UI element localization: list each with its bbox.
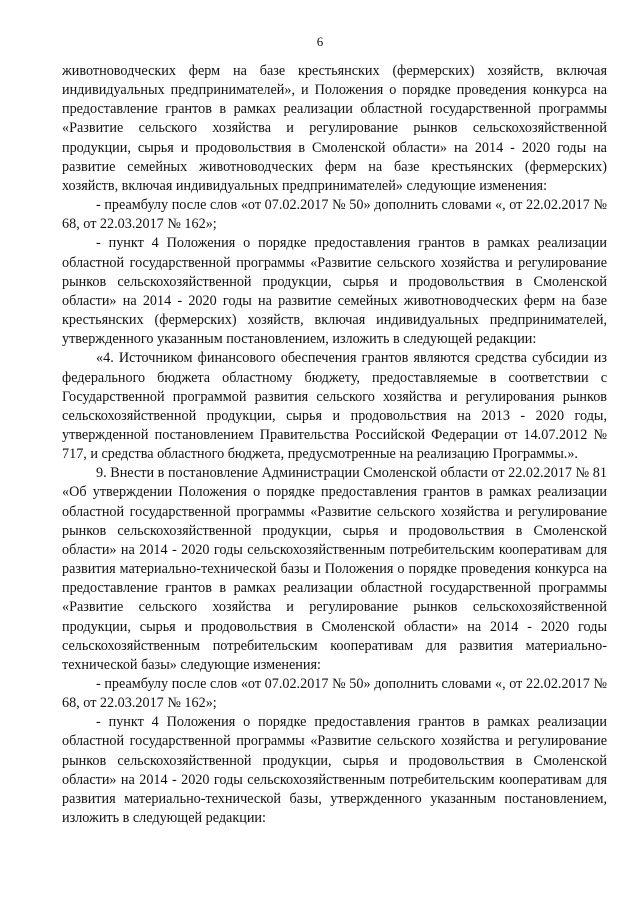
document-body xyxy=(62,62,607,828)
page-number: 6 xyxy=(316,34,324,49)
paragraph-item4-text: «4. Источником финансового обеспечения грантов являются средства субсидии из федерального бюджета областному бюджету, предоставляемые в соответствии с Государственной программой развития сельского хозяйства и регулирования рынков сельскохозяйственной продукции, сырья и продовольствия на 2013 - 2020 годы, утвержденной постановлением Правительства Российской Федерации от 14.07.2012 № 717, и средства областного бюджета, предусмотренные на реализацию Программы.». xyxy=(62,350,607,463)
paragraph-section-9: 9. Внести в постановление Администрации Смоленской области от 22.02.2017 № 81 «Об утверждении Положения о порядке предоставления грантов в рамках реализации областной государственной программы «Развитие сельского хозяйства и регулирование рынков сельскохозяйственной продукции, сырья и продовольствия в Смоленской области» на 2014 - 2020 годы сельскохозяйственным потребительским кооперативам для развития материально-технической базы и Положения о порядке проведения конкурса на предоставление грантов в рамках реализации областной государственной программы «Развитие сельского хозяйства и регулирование рынков сельскохозяйственной продукции, сырья и продовольствия в Смоленской области» на 2014 - 2020 годы сельскохозяйственным потребительским кооперативам для развития материально-технической базы» следующие изменения: xyxy=(62,465,607,673)
paragraph-item4-amendment-2: - пункт 4 Положения о порядке предоставления грантов в рамках реализации областной государственной программы «Развитие сельского хозяйства и регулирование рынков сельскохозяйственной продукции, сырья и продовольствия в Смоленской области» на 2014 - 2020 годы сельскохозяйственным потребительским кооперативам для развития материально-технической базы, утвержденного указанным постановлением, изложить в следующей редакции: xyxy=(62,714,607,827)
paragraph-item4-amendment: - пункт 4 Положения о порядке предоставления грантов в рамках реализации областной государственной программы «Развитие сельского хозяйства и регулирование рынков сельскохозяйственной продукции, сырья и продовольствия в Смоленской области» на 2014 - 2020 годы на развитие семейных животноводческих ферм на базе крестьянских (фермерских) хозяйств, включая индивидуальных предпринимателей, утвержденного указанным постановлением, изложить в следующей редакции: xyxy=(62,235,607,348)
paragraph-continuation: животноводческих ферм на базе крестьянских (фермерских) хозяйств, включая индивидуальных предпринимателей», и Положения о порядке проведения конкурса на предоставление грантов в рамках реализации областной государственной программы «Развитие сельского хозяйства и регулирование рынков сельскохозяйственной продукции, сырья и продовольствия в Смоленской области» на 2014 - 2020 годы на развитие семейных животноводческих ферм на базе крестьянских (фермерских) хозяйств, включая индивидуальных предпринимателей» следующие изменения: xyxy=(62,63,607,194)
paragraph-preamble-amendment-2: - преамбулу после слов «от 07.02.2017 № 50» дополнить словами «, от 22.02.2017 № 68, от 22.03.2017 № 162»; xyxy=(62,676,607,712)
paragraph-preamble-amendment: - преамбулу после слов «от 07.02.2017 № 50» дополнить словами «, от 22.02.2017 № 68, от 22.03.2017 № 162»; xyxy=(62,197,607,233)
